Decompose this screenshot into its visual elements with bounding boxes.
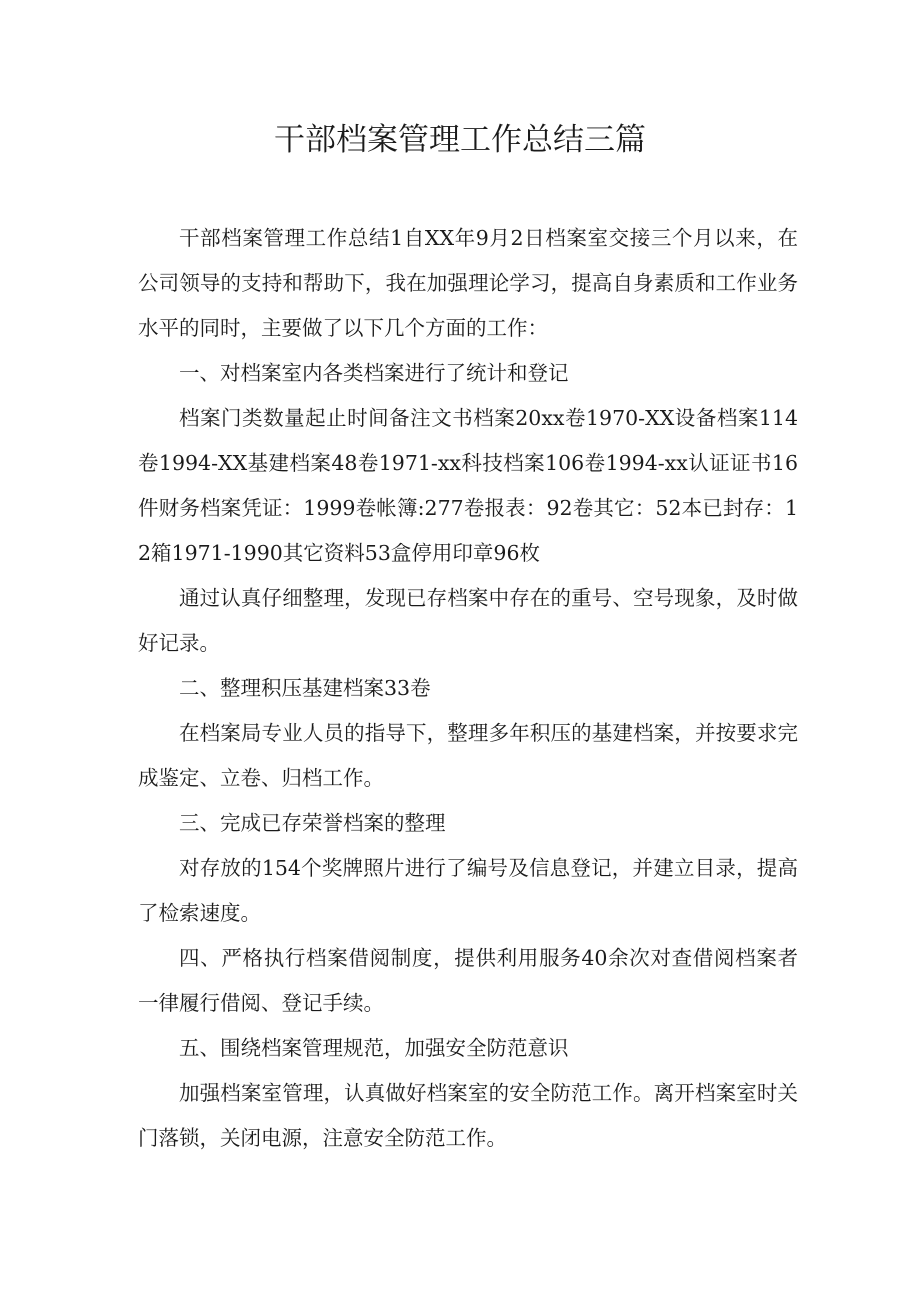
paragraph-construction-archives: 在档案局专业人员的指导下，整理多年积压的基建档案，并按要求完成鉴定、立卷、归档工作。 (138, 721, 798, 790)
paragraph-records: 通过认真仔细整理，发现已存档案中存在的重号、空号现象，及时做好记录。 (138, 586, 798, 655)
section-heading-2: 二、整理积压基建档案33卷 (179, 676, 431, 700)
paragraph-security: 加强档案室管理，认真做好档案室的安全防范工作。离开档案室时关门落锁，关闭电源，注意安全防范工作。 (138, 1081, 798, 1150)
paragraph-intro: 干部档案管理工作总结1自XX年9月2日档案室交接三个月以来，在公司领导的支持和帮助下，我在加强理论学习，提高自身素质和工作业务水平的同时，主要做了以下几个方面的工作： (138, 226, 798, 340)
document-title: 干部档案管理工作总结三篇 (274, 122, 646, 158)
section-heading-3: 三、完成已存荣誉档案的整理 (179, 811, 446, 835)
section-heading-5: 五、围绕档案管理规范，加强安全防范意识 (179, 1036, 569, 1060)
document-body (138, 216, 798, 1161)
section-heading-1: 一、对档案室内各类档案进行了统计和登记 (179, 361, 569, 385)
paragraph-honor-archives: 对存放的154个奖牌照片进行了编号及信息登记，并建立目录，提高了检索速度。 (138, 856, 798, 925)
section-heading-4: 四、严格执行档案借阅制度，提供利用服务40余次对查借阅档案者一律履行借阅、登记手续。 (138, 946, 798, 1015)
paragraph-archive-statistics: 档案门类数量起止时间备注文书档案20xx卷1970-XX设备档案114卷1994-XX基建档案48卷1971-xx科技档案106卷1994-xx认证证书16件财务档案凭证：1999卷帐簿:277卷报表：92卷其它：52本已封存：12箱1971-1990其它资料53盒停用印章96枚 (138, 406, 798, 565)
